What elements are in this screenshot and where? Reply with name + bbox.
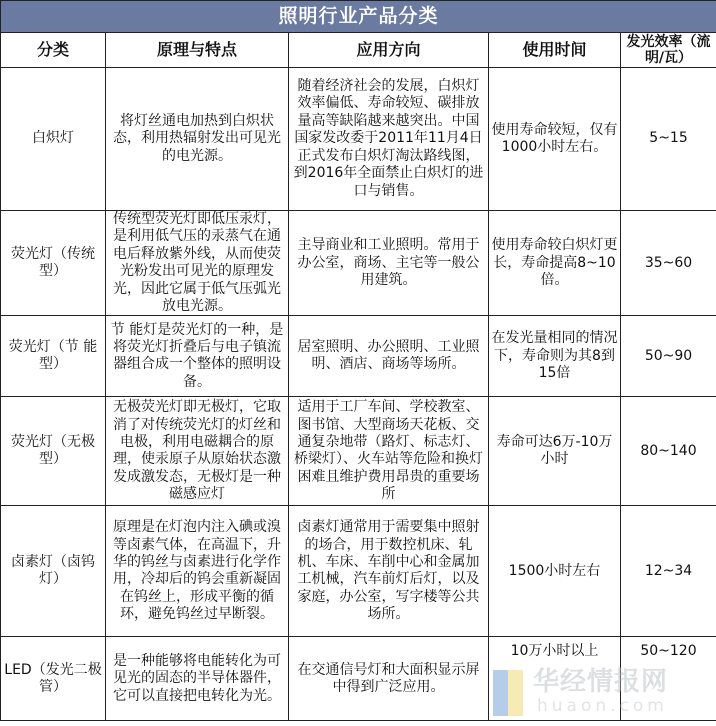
application-cell: 居室照明、办公照明、工业照明、酒店、商场等场所。 [289, 316, 489, 397]
table-row [1, 397, 716, 506]
efficiency-cell: 12~34 [621, 506, 716, 637]
lifetime-cell: 使用寿命较短，仅有1000小时左右。 [489, 68, 621, 211]
application-cell: 适用于工厂车间、学校教室、图书馆、大型商场天花板、交通复杂地带（路灯、标志灯、桥梁灯）、火车站等危险和换灯困难且维护费用昂贵的重要场所 [289, 397, 489, 506]
principle-cell: 是一种能够将电能转化为可见光的固态的半导体器件，它可以直接把电转化为光。 [106, 637, 289, 721]
table-row [1, 316, 716, 397]
header-application: 应用方向 [289, 33, 489, 68]
huaon-logo-icon [493, 670, 523, 716]
efficiency-cell: 5~15 [621, 68, 716, 211]
table-row [1, 68, 716, 211]
principle-cell: 将灯丝通电加热到白炽状态，利用热辐射发出可见光的电光源。 [106, 68, 289, 211]
lifetime-cell: 寿命可达6万-10万小时 [489, 397, 621, 506]
application-cell: 在交通信号灯和大面积显示屏中得到广泛应用。 [289, 637, 489, 721]
category-cell: 荧光灯（节 能型） [1, 316, 106, 397]
header-efficiency: 发光效率（流明/瓦） [621, 33, 716, 68]
application-cell: 主导商业和工业照明。常用于办公室，商场、主宅等一般公用建筑。 [289, 211, 489, 316]
efficiency-cell: 50~120 [621, 637, 716, 721]
category-cell: 白炽灯 [1, 68, 106, 211]
lifetime-cell: 1500小时左右 [489, 506, 621, 637]
category-cell: 荧光灯（无极型） [1, 397, 106, 506]
application-cell: 卤素灯通常用于需要集中照射的场合，用于数控机床、轧机、车床、车削中心和金属加工机械，汽车前灯后灯，以及家庭，办公室，写字楼等公共场所。 [289, 506, 489, 637]
watermark-en: huaon.com [537, 696, 668, 717]
table-row [1, 637, 716, 721]
efficiency-cell: 80~140 [621, 397, 716, 506]
category-cell: 卤素灯（卤钨灯） [1, 506, 106, 637]
application-cell: 随着经济社会的发展，白炽灯效率偏低、寿命较短、碳排放量高等缺陷越来越突出。中国国家发改委于2011年11月4日正式发布白炽灯淘汰路线图，到2016年全面禁止白炽灯的进口与销售。 [289, 68, 489, 211]
table-title: 照明行业产品分类 [1, 1, 716, 33]
table-row [1, 211, 716, 316]
principle-cell: 传统型荧光灯即低压汞灯，是利用低气压的汞蒸气在通电后释放紫外线，从而使荧光粉发出可见光的原理发光，因此它属于低气压弧光放电光源。 [106, 211, 289, 316]
principle-cell: 节 能灯是荧光灯的一种，是将荧光灯折叠后与电子镇流器组合成一个整体的照明设备。 [106, 316, 289, 397]
table-row [1, 506, 716, 637]
header-category: 分类 [1, 33, 106, 68]
principle-cell: 原理是在灯泡内注入碘或溴等卤素气体，在高温下，升华的钨丝与卤素进行化学作用，冷却后的钨会重新凝固在钨丝上，形成平衡的循环，避免钨丝过早断裂。 [106, 506, 289, 637]
category-cell: 荧光灯（传统型） [1, 211, 106, 316]
efficiency-cell: 35~60 [621, 211, 716, 316]
header-principle: 原理与特点 [106, 33, 289, 68]
watermark-cn: 华经情报网 [533, 667, 669, 698]
principle-cell: 无极荧光灯即无极灯，它取消了对传统荧光灯的灯丝和电极，利用电磁耦合的原理，使汞原子从原始状态激发成激发态，无极灯是一种磁感应灯 [106, 397, 289, 506]
header-row [1, 33, 716, 68]
header-lifetime: 使用时间 [489, 33, 621, 68]
lifetime-text: 10万小时以上 [510, 643, 599, 660]
category-cell: LED（发光二极管） [1, 637, 106, 721]
lifetime-cell: 在发光量相同的情况下，寿命则为其8到15倍 [489, 316, 621, 397]
lifetime-cell: 使用寿命较白炽灯更长，寿命提高8~10倍。 [489, 211, 621, 316]
efficiency-cell: 50~90 [621, 316, 716, 397]
